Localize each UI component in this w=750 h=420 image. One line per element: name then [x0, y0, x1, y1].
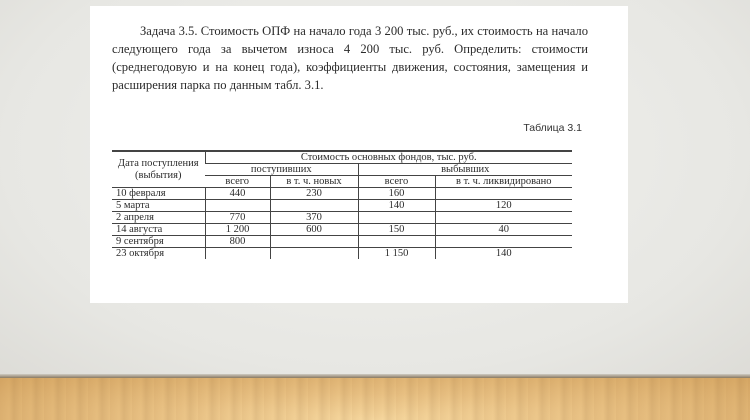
cell-date: 10 февраля [112, 188, 205, 200]
cell-in-total: 770 [205, 212, 270, 224]
cell-in-total: 1 200 [205, 224, 270, 236]
cell-in-new [270, 248, 358, 260]
header-outgoing-total: всего [358, 176, 435, 188]
cell-in-total [205, 200, 270, 212]
wooden-floor [0, 378, 750, 420]
cell-out-liquidated: 120 [435, 200, 572, 212]
cell-in-total: 800 [205, 236, 270, 248]
cell-in-new: 230 [270, 188, 358, 200]
cell-out-total [358, 212, 435, 224]
header-incoming-total: всего [205, 176, 270, 188]
cell-out-liquidated: 140 [435, 248, 572, 260]
table-row [112, 224, 572, 236]
table-row [112, 236, 572, 248]
cell-date: 2 апреля [112, 212, 205, 224]
header-incoming: поступивших [205, 164, 358, 176]
cell-date: 23 октября [116, 248, 165, 259]
header-outgoing-liquidated: в т. ч. ликвидировано [435, 176, 572, 188]
cell-out-liquidated: 40 [435, 224, 572, 236]
cell-out-total [358, 236, 435, 248]
task-text: Задача 3.5. Стоимость ОПФ на начало года 3 200 тыс. руб., их стоимость на начало следующего года за вычетом износа 4 200 тыс. руб. Определить: стоимости (среднегодовую и на конец года), коэффициенты движения, состояния, замещения и расширения парка по данным табл. 3.1. [112, 24, 588, 92]
cell-out-liquidated [435, 236, 572, 248]
cell-date: 5 марта [112, 200, 205, 212]
cell-out-total: 140 [358, 200, 435, 212]
cell-in-total: 440 [205, 188, 270, 200]
cell-out-liquidated [435, 188, 572, 200]
table-row [112, 248, 572, 260]
cell-in-new: 600 [270, 224, 358, 236]
header-group: Стоимость основных фондов, тыс. руб. [205, 151, 572, 164]
cell-out-total: 150 [358, 224, 435, 236]
cell-in-new: 370 [270, 212, 358, 224]
table-row [112, 212, 572, 224]
cell-out-total: 1 150 [358, 248, 435, 260]
header-date: Дата поступления (выбытия) [112, 151, 205, 188]
cell-date: 9 сентября [112, 236, 205, 248]
cell-in-total [205, 248, 270, 260]
cell-out-liquidated [435, 212, 572, 224]
header-outgoing: выбывших [358, 164, 572, 176]
table-row [112, 188, 572, 200]
cell-date: 14 августа [112, 224, 205, 236]
table-caption: Таблица 3.1 [523, 122, 582, 134]
table-row [112, 200, 572, 212]
cell-in-new [270, 200, 358, 212]
cell-out-total: 160 [358, 188, 435, 200]
fixed-assets-table [112, 150, 572, 259]
task-statement [112, 22, 588, 94]
header-incoming-new: в т. ч. новых [270, 176, 358, 188]
cell-in-new [270, 236, 358, 248]
